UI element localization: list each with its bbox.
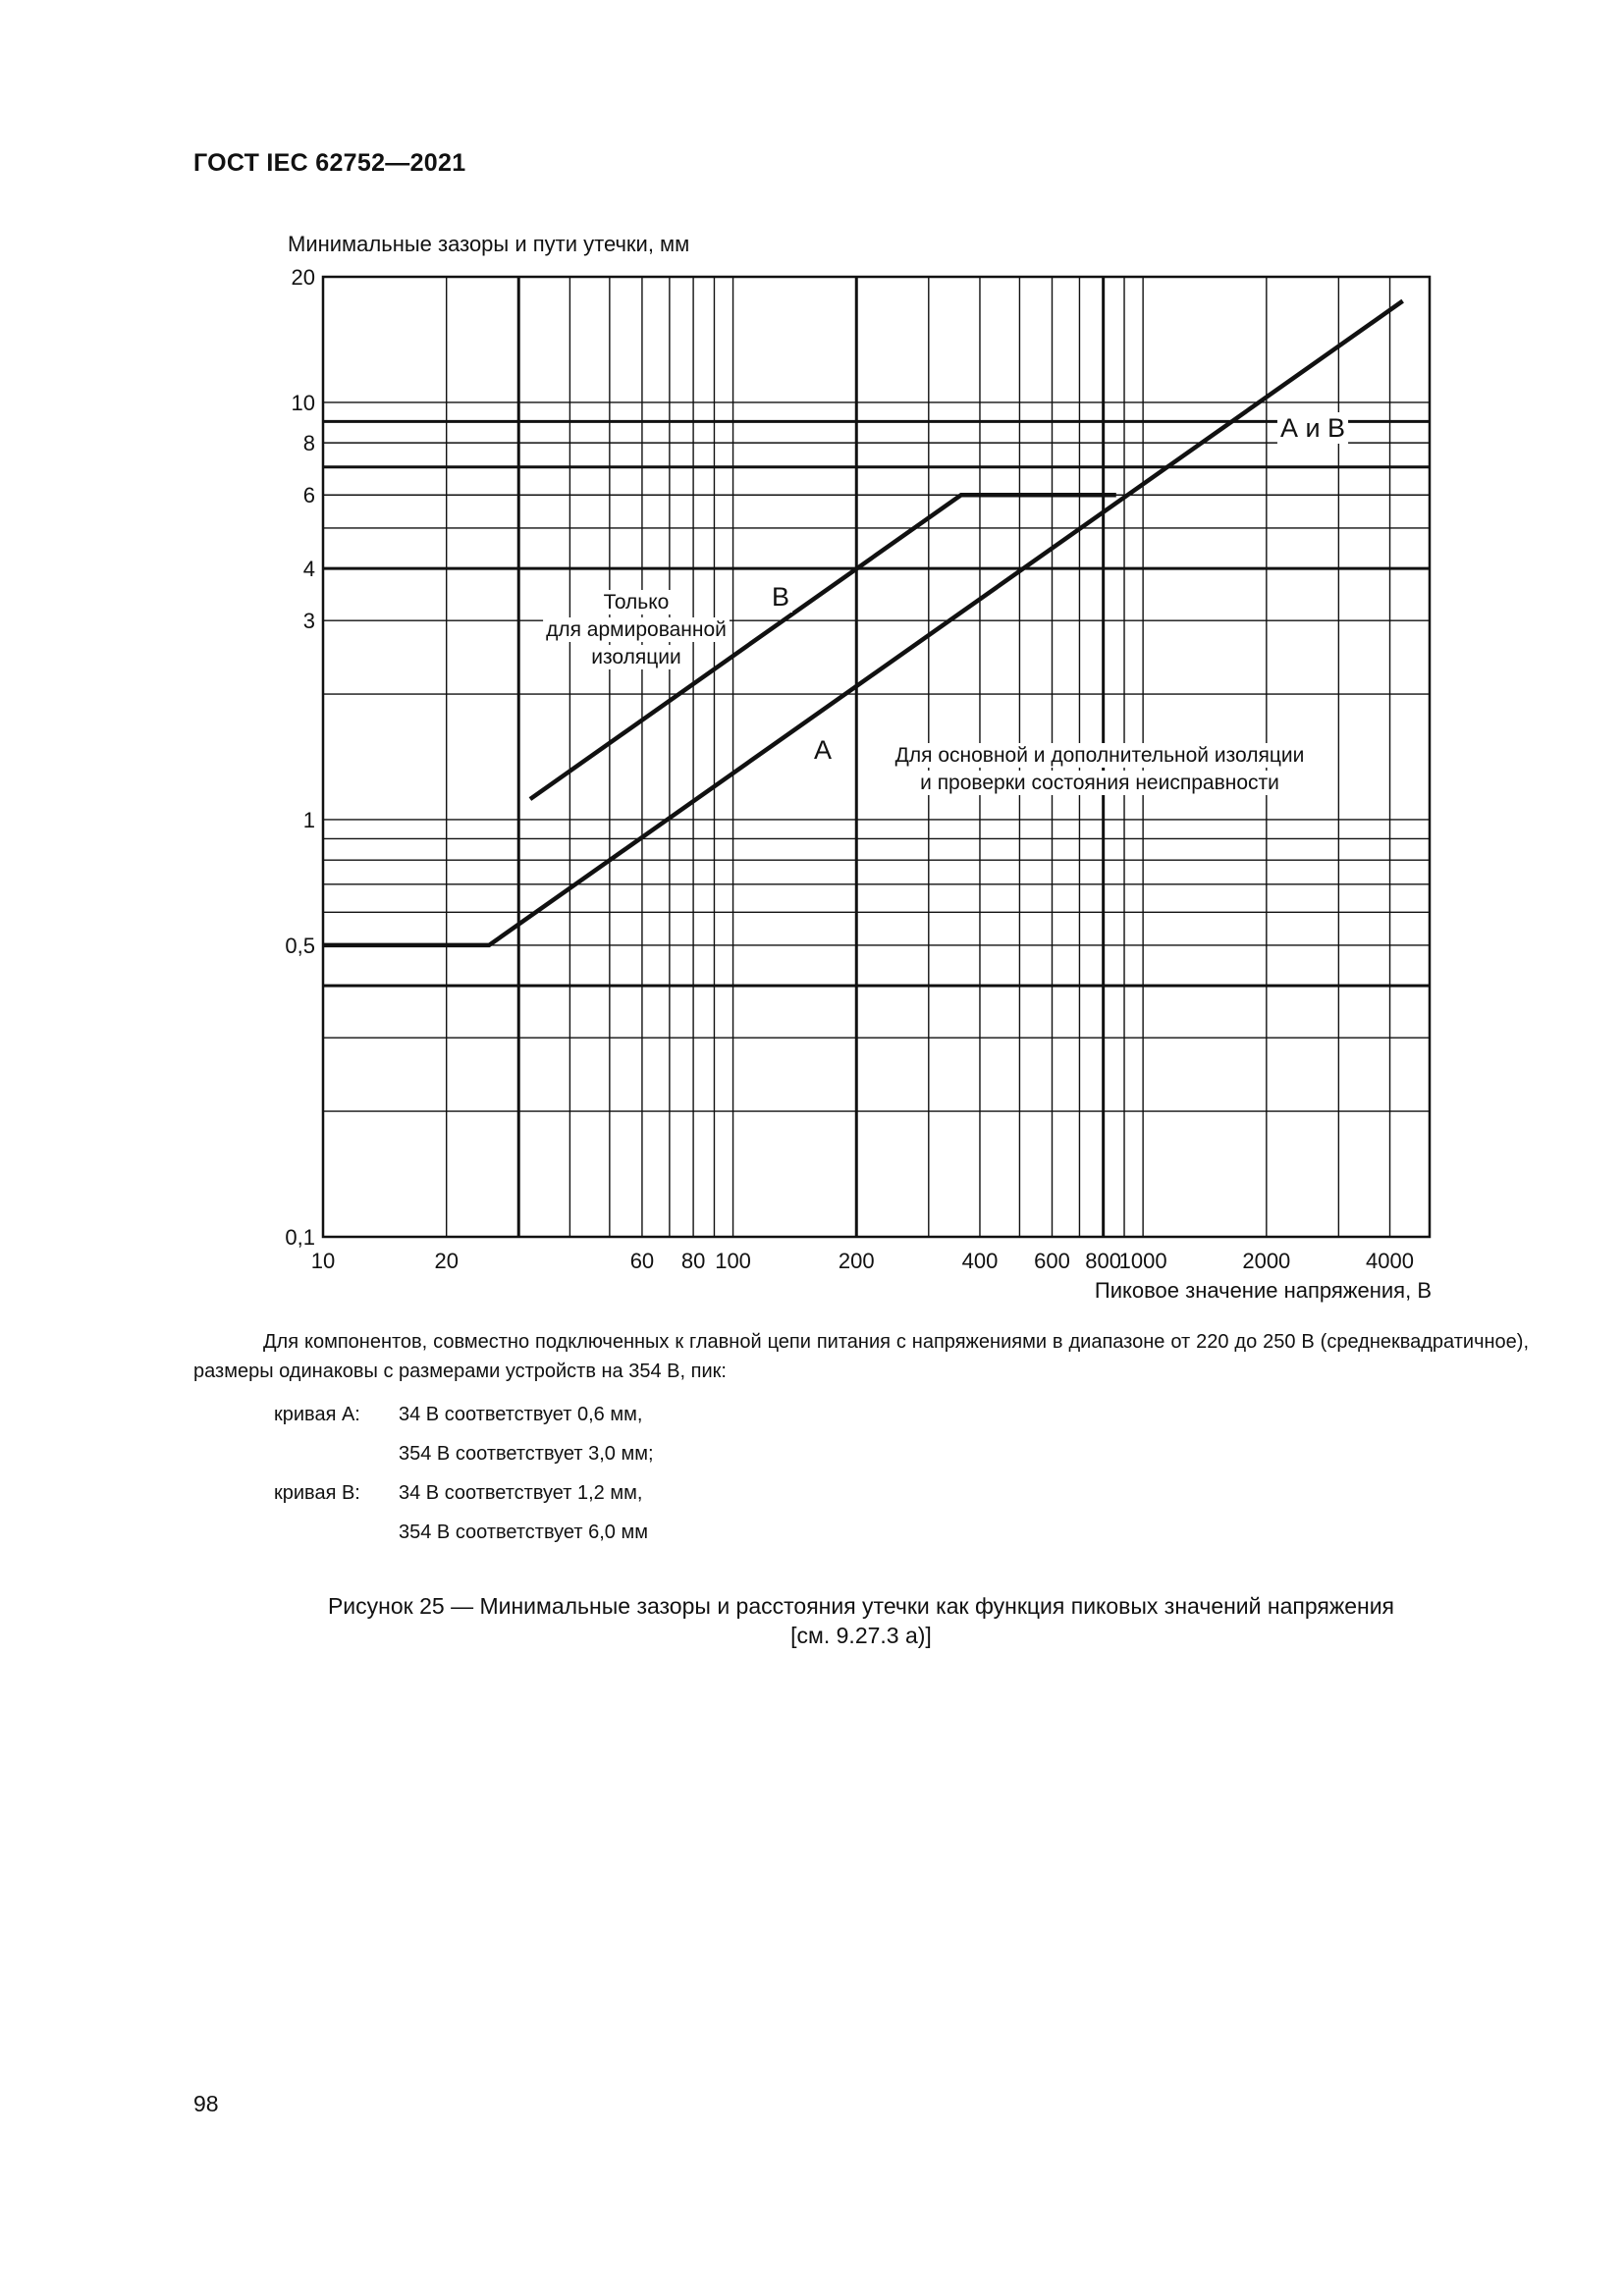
caption-line-1: Рисунок 25 — Минимальные зазоры и расстояния утечки как функция пиковых значений напряжения [327, 1593, 1395, 1619]
curve-a-and-b-label: А и В [1279, 413, 1346, 443]
y-tick-label: 4 [302, 557, 315, 582]
x-tick-label: 4000 [1366, 1249, 1415, 1273]
curve-key: кривая А: [274, 1404, 360, 1425]
annotation-basic-line: Для основной и дополнительной изоляции [894, 744, 1305, 767]
y-tick-label: 20 [291, 265, 315, 290]
caption-line-2: [см. 9.27.3 а)] [790, 1623, 932, 1648]
y-tick-label: 10 [291, 390, 315, 415]
y-tick-label: 0,5 [285, 933, 315, 958]
x-tick-label: 400 [961, 1249, 999, 1273]
x-tick-labels [311, 1249, 1414, 1273]
y-axis-title: Минимальные зазоры и пути утечки, мм [288, 232, 690, 256]
x-tick-label: 2000 [1242, 1249, 1291, 1273]
x-tick-label: 600 [1034, 1249, 1070, 1273]
document-header: ГОСТ IEC 62752—2021 [193, 149, 466, 177]
y-tick-label: 6 [302, 483, 315, 508]
curve-value: 354 В соответствует 6,0 мм [399, 1522, 648, 1543]
note-paragraph: Для компонентов, совместно подключенных к главной цепи питания с напряжениями в диапазоне от 220 до 250 В (среднеквадратичное), размеры одинаковы с размерами устройств на 354 В, пик: [193, 1331, 1529, 1382]
curve-value: 354 В соответствует 3,0 мм; [399, 1443, 654, 1465]
curve-b-label: В [771, 582, 790, 612]
curve-a-line [323, 301, 1403, 945]
y-tick-label: 0,1 [285, 1225, 315, 1250]
y-tick-label: 8 [302, 431, 315, 456]
x-tick-label: 100 [715, 1249, 751, 1273]
x-tick-label: 20 [434, 1249, 459, 1273]
curve-value: 34 В соответствует 0,6 мм, [399, 1404, 643, 1425]
annotation-reinforced-line: изоляции [591, 646, 681, 668]
x-axis-title: Пиковое значение напряжения, В [1094, 1278, 1432, 1303]
x-tick-label: 80 [680, 1249, 706, 1273]
x-tick-label: 60 [629, 1249, 655, 1273]
annotation-reinforced-line: для армированной [546, 618, 727, 641]
curve-value: 34 В соответствует 1,2 мм, [399, 1482, 643, 1504]
x-tick-label: 200 [838, 1249, 875, 1273]
curves [323, 301, 1403, 945]
curve-key: кривая В: [274, 1482, 360, 1504]
figure-caption [193, 1591, 1529, 1650]
annotation-reinforced-line: Только [603, 591, 670, 614]
annotation-basic-line: и проверки состояния неисправности [920, 772, 1279, 794]
y-tick-label: 3 [302, 609, 315, 634]
curve-a-label: А [813, 735, 833, 765]
page-number: 98 [193, 2091, 219, 2116]
y-tick-label: 1 [302, 807, 315, 832]
x-tick-label: 800 [1085, 1249, 1122, 1273]
y-tick-labels [285, 265, 315, 1250]
x-tick-label: 10 [310, 1249, 336, 1273]
annotations [546, 413, 1345, 794]
x-tick-label: 1000 [1118, 1249, 1167, 1273]
